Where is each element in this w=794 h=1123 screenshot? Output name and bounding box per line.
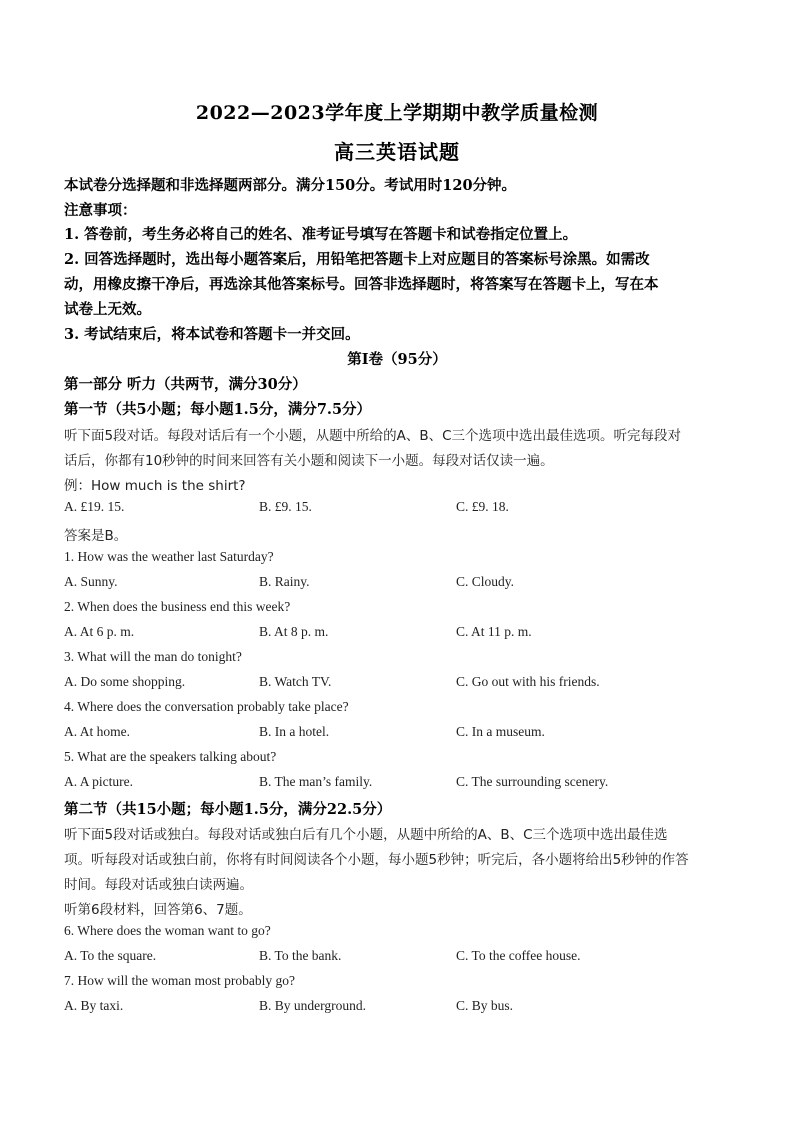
material-6-instruction: 听第6段材料，回答第6、7题。 [64,902,252,918]
option-b: B. Rainy. [259,574,310,589]
question-7-options [64,998,734,1016]
section2-instruction-line-1: 听下面5段对话或独白。每段对话或独白后有几个小题，从题中所给的A、B、C三个选项中选出最佳选 [64,827,668,843]
example-question: 例：How much is the shirt? [64,478,246,494]
option-a: A. At home. [64,724,130,739]
question-6-options [64,948,734,966]
section2-instruction-line-2: 项。听每段对话或独白前，你将有时间阅读各个小题，每小题5秒钟；听完后，各小题将给出5秒钟的作答 [64,852,689,868]
question-5-options [64,774,734,792]
notice-item-2-line-2: 动，用橡皮擦干净后，再选涂其他答案标号。回答非选择题时，将答案写在答题卡上，写在本 [64,276,659,293]
option-a: A. A picture. [64,774,133,789]
option-b: B. To the bank. [259,948,342,963]
exam-title: 2022—2023学年度上学期期中教学质量检测 [195,102,599,124]
option-a: A. To the square. [64,948,157,963]
option-c: C. The surrounding scenery. [456,774,609,789]
option-c: C. Cloudy. [456,574,515,589]
question-2-options [64,624,734,642]
example-options [64,499,734,517]
notice-heading: 注意事项： [64,202,137,219]
question-6: 6. Where does the woman want to go? [64,923,271,938]
section1-instruction-line-1: 听下面5段对话。每段对话后有一个小题，从题中所给的A、B、C三个选项中选出最佳选项。听完每段对 [64,428,682,444]
question-3: 3. What will the man do tonight? [64,649,242,664]
option-a: A. £19. 15. [64,499,125,514]
option-c: C. By bus. [456,998,514,1013]
option-b: B. By underground. [259,998,366,1013]
option-a: A. By taxi. [64,998,124,1013]
part1-heading: 第一部分 听力（共两节，满分30分） [64,376,307,393]
option-c: C. In a museum. [456,724,545,739]
option-b: B. Watch TV. [259,674,332,689]
option-b: B. In a hotel. [259,724,330,739]
option-c: C. £9. 18. [456,499,509,514]
option-a: A. Sunny. [64,574,118,589]
volume-heading: 第Ⅰ卷（95分） [347,351,447,368]
section1-instruction-line-2: 话后，你都有10秒钟的时间来回答有关小题和阅读下一小题。每段对话仅读一遍。 [64,453,554,469]
notice-item-2-line-1: 2. 回答选择题时，选出每小题答案后，用铅笔把答题卡上对应题目的答案标号涂黑。如需改 [64,251,650,268]
question-4: 4. Where does the conversation probably take place? [64,699,349,714]
exam-subtitle: 高三英语试题 [334,140,460,164]
notice-item-1: 1. 答卷前，考生务必将自己的姓名、准考证号填写在答题卡和试卷指定位置上。 [64,226,578,243]
question-7: 7. How will the woman most probably go? [64,973,295,988]
option-b: B. At 8 p. m. [259,624,329,639]
notice-item-2-line-3: 试卷上无效。 [64,301,151,318]
question-1-options [64,574,734,592]
section1-heading: 第一节（共5小题；每小题1.5分，满分7.5分） [64,401,372,418]
option-c: C. Go out with his friends. [456,674,600,689]
question-4-options [64,724,734,742]
question-2: 2. When does the business end this week? [64,599,291,614]
option-c: C. At 11 p. m. [456,624,532,639]
exam-info: 本试卷分选择题和非选择题两部分。满分150分。考试用时120分钟。 [64,177,517,194]
section2-heading: 第二节（共15小题；每小题1.5分，满分22.5分） [64,801,392,818]
option-b: B. £9. 15. [259,499,312,514]
option-c: C. To the coffee house. [456,948,581,963]
option-b: B. The man’s family. [259,774,373,789]
notice-item-3: 3. 考试结束后，将本试卷和答题卡一并交回。 [64,326,360,343]
option-a: A. Do some shopping. [64,674,186,689]
question-1: 1. How was the weather last Saturday? [64,549,274,564]
example-answer: 答案是B。 [64,528,128,544]
question-3-options [64,674,734,692]
section2-instruction-line-3: 时间。每段对话或独白读两遍。 [64,877,253,893]
option-a: A. At 6 p. m. [64,624,135,639]
question-5: 5. What are the speakers talking about? [64,749,277,764]
